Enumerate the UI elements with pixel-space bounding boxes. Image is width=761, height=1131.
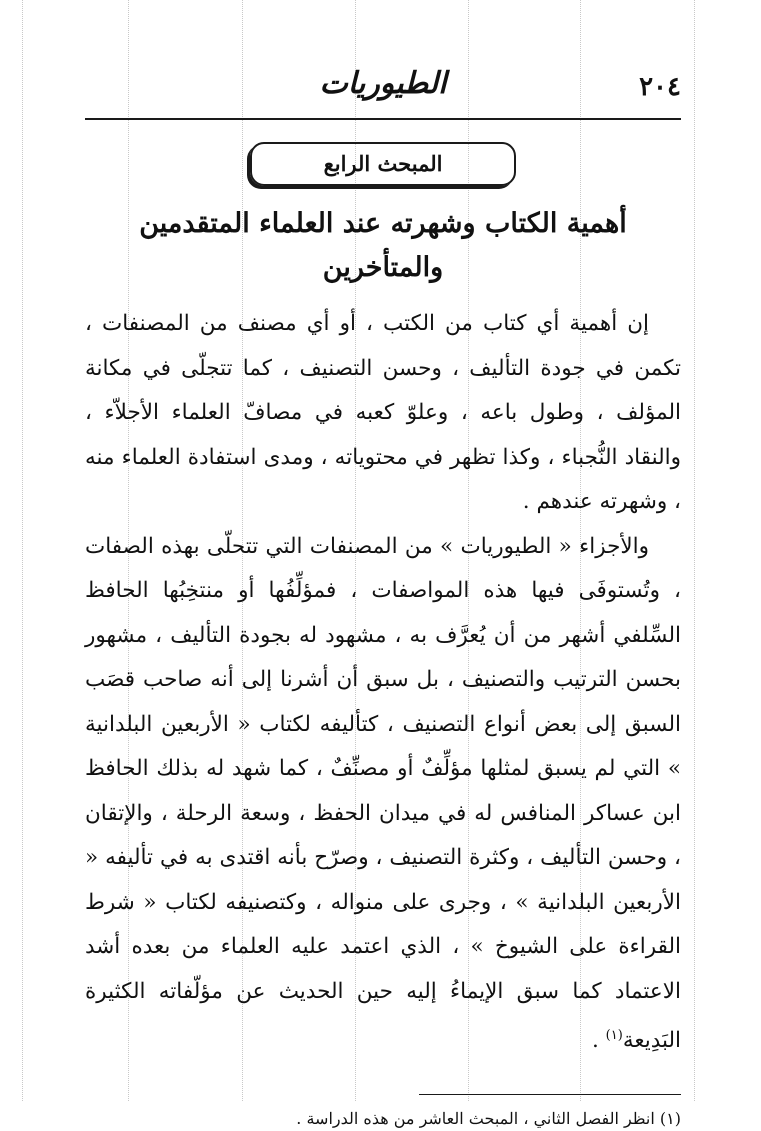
paragraph-2-text: والأجزاء « الطيوريات » من المصنفات التي تتحلّى بهذه الصفات ، وتُستوفَى فيها هذه المواصفات ، فمؤلِّفُها أو منتخِبُها الحافظ السِّلفي أشهر من أن يُعرَّف به ، مشهود له بجودة التأليف ، مشهور بحسن الترتيب والتصنيف ، بل سبق أن أشرنا إلى أنه صاحب قصَب السبق إلى بعض أنواع التصنيف ، كتأليفه لكتاب « الأربعين البلدانية » التي لم يسبق لمثلها مؤلِّفٌ أو مصنِّفٌ ، كما شهد له بذلك الحافظ ابن عساكر المنافس له في ميدان الحفظ ، وسعة الرحلة ، والإتقان ، وحسن التأليف ، وكثرة التصنيف ، وصرّح بأنه اقتدى به في تأليفه « الأربعين البلدانية » ، وجرى على منواله ، وكتصنيفه لكتاب « شرط القراءة على الشيوخ » ، الذي اعتمد عليه العلماء من بعده أشد الاعتماد كما سبق الإيماءُ إليه حين الحديث عن مؤلّفاته الكثيرة البَدِيعة — [85, 533, 681, 1054]
footnote: (١) انظر الفصل الثاني ، المبحث العاشر من هذه الدراسة . — [296, 1108, 681, 1128]
footnote-reference: (١) — [605, 1028, 623, 1043]
running-title: الطيوريات — [319, 66, 447, 101]
footnote-separator — [419, 1094, 681, 1095]
page-guide-line — [22, 0, 23, 1101]
paragraph-2 — [85, 525, 681, 1064]
body-text — [85, 302, 681, 1064]
page-number: ٢٠٤ — [639, 72, 681, 102]
page-header — [85, 60, 681, 120]
paragraph-2-end: . — [592, 1028, 606, 1054]
section-heading: المبحث الرابع — [250, 142, 516, 186]
page-guide-line — [694, 0, 695, 1101]
chapter-title: أهمية الكتاب وشهرته عند العلماء المتقدمين والمتأخرين — [139, 208, 627, 283]
paragraph-1: إن أهمية أي كتاب من الكتب ، أو أي مصنف من المصنفات ، تكمن في جودة التأليف ، وحسن التصنيف ، كما تتجلّى في مكانة المؤلف ، وطول باعه ، وعلوّ كعبه في مصافّ العلماء الأجلاّء ، والنقاد النُّجباء ، وكذا تظهر في محتوياته ، ومدى استفادة العلماء منه ، وشهرته عندهم . — [85, 311, 681, 514]
book-page — [85, 60, 681, 1131]
